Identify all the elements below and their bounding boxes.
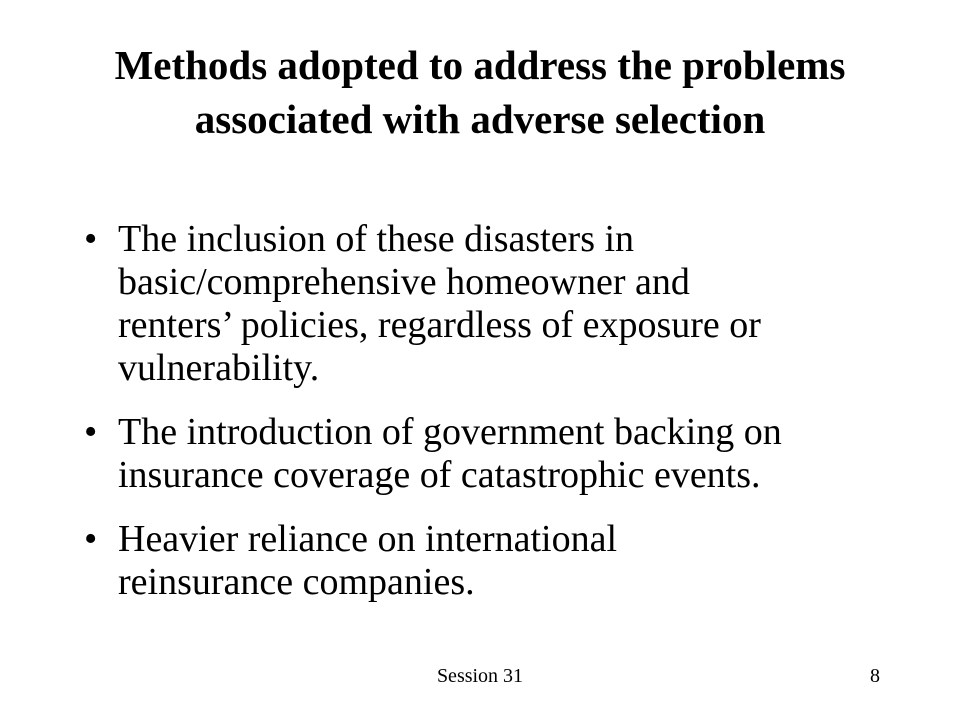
bullet-marker-icon: • bbox=[84, 411, 98, 453]
slide-title-line-1: Methods adopted to address the problems bbox=[114, 42, 846, 88]
slide-title-line-2: associated with adverse selection bbox=[194, 96, 766, 142]
bullet-item-reinsurance bbox=[84, 518, 884, 604]
slide-title bbox=[40, 38, 920, 146]
bullet-line: basic/comprehensive homeowner and bbox=[118, 261, 690, 303]
bullet-item-inclusion bbox=[84, 218, 884, 390]
bullet-line: vulnerability. bbox=[118, 347, 320, 389]
footer-page-number: 8 bbox=[870, 665, 880, 687]
bullet-line: Heavier reliance on international bbox=[118, 518, 618, 560]
bullet-marker-icon: • bbox=[84, 518, 98, 560]
bullet-line: insurance coverage of catastrophic events. bbox=[118, 454, 761, 496]
bullet-line: The introduction of government backing on bbox=[118, 411, 782, 453]
bullet-line: The inclusion of these disasters in bbox=[118, 218, 635, 260]
bullet-text bbox=[118, 218, 884, 390]
bullet-marker-icon: • bbox=[84, 218, 98, 260]
bullet-text bbox=[118, 518, 884, 604]
bullet-list bbox=[84, 218, 884, 625]
bullet-line: reinsurance companies. bbox=[118, 561, 475, 603]
bullet-item-government-backing bbox=[84, 411, 884, 497]
bullet-text bbox=[118, 411, 884, 497]
bullet-line: renters’ policies, regardless of exposure or bbox=[118, 304, 761, 346]
footer-session-label: Session 31 bbox=[436, 665, 524, 687]
